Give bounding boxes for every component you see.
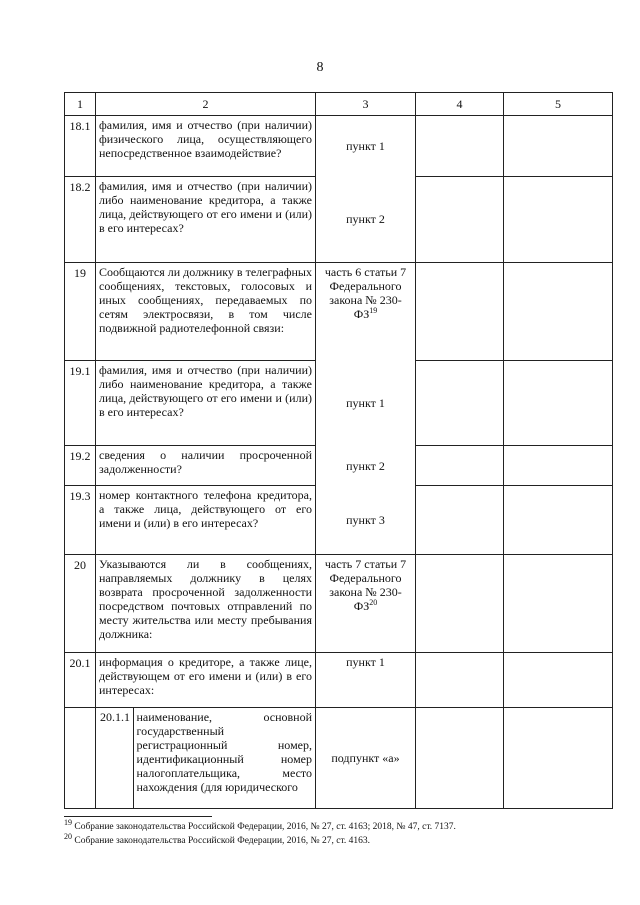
- answer-cell-4[interactable]: [416, 446, 504, 486]
- row-number: 20.1: [65, 653, 96, 708]
- answer-cell-4[interactable]: [416, 116, 504, 177]
- subitem-number: 20.1.1: [96, 708, 133, 808]
- row-question: Сообщаются ли должнику в телеграфных сообщениях, текстовых, голосовых и иных сообщениях, передаваемых по сетям электросвязи, в том числе подвижной радиотелефонной связи:: [96, 263, 316, 361]
- footnote-ref-19: 19: [369, 306, 378, 315]
- row-question: фамилия, имя и отчество (при наличии) либо наименование кредитора, а также лица, действующего от его имени и (или) в его интересах?: [96, 361, 316, 446]
- row-reference: подпункт «а»: [316, 708, 416, 809]
- table-row: [65, 116, 613, 177]
- table-row: [65, 446, 613, 486]
- table-row: [65, 708, 613, 809]
- row-number: 19.2: [65, 446, 96, 486]
- row-number: 19.3: [65, 486, 96, 555]
- footnote-19: [64, 817, 612, 834]
- row-reference: [316, 263, 416, 361]
- answer-cell-4[interactable]: [416, 555, 504, 653]
- row-question: номер контактного телефона кредитора, а также лица, действующего от его имени и (или) в его интересах?: [96, 486, 316, 555]
- header-col-3: 3: [316, 93, 416, 116]
- row-number: 19.1: [65, 361, 96, 446]
- header-col-5: 5: [504, 93, 613, 116]
- row-reference-text: часть 7 статьи 7 Федерального закона № 230-ФЗ: [324, 557, 407, 613]
- row-reference: пункт 2: [316, 177, 416, 263]
- row-question: фамилия, имя и отчество (при наличии) либо наименование кредитора, а также лица, действующего от его имени и (или) в его интересах?: [96, 177, 316, 263]
- row-question: фамилия, имя и отчество (при наличии) физического лица, осуществляющего непосредственное взаимодействие?: [96, 116, 316, 177]
- table-row: [65, 653, 613, 708]
- footnote-mark: 19: [64, 817, 72, 827]
- answer-cell-4[interactable]: [416, 361, 504, 446]
- footnote-ref-20: 20: [369, 598, 378, 607]
- footnote-text: Собрание законодательства Российской Федерации, 2016, № 27, ст. 4163.: [72, 836, 371, 846]
- row-reference: пункт 2: [316, 446, 416, 486]
- answer-cell-4[interactable]: [416, 177, 504, 263]
- row-reference: пункт 1: [316, 116, 416, 177]
- table-row: [65, 555, 613, 653]
- checklist-table: [64, 92, 613, 809]
- answer-cell-5[interactable]: [504, 708, 613, 809]
- footnote-separator: [64, 816, 212, 817]
- header-col-2: 2: [96, 93, 316, 116]
- answer-cell-4[interactable]: [416, 263, 504, 361]
- table-row: [65, 177, 613, 263]
- table-header-row: [65, 93, 613, 116]
- row-question: сведения о наличии просроченной задолженности?: [96, 446, 316, 486]
- table-row: [65, 361, 613, 446]
- table-row: [65, 486, 613, 555]
- page-number: 8: [316, 60, 324, 75]
- answer-cell-5[interactable]: [504, 361, 613, 446]
- row-question: Указываются ли в сообщениях, направляемых должнику в целях возврата просроченной задолженности посредством почтовых отправлений по месту жительства или месту пребывания должника:: [96, 555, 316, 653]
- answer-cell-5[interactable]: [504, 653, 613, 708]
- row-reference: пункт 1: [316, 361, 416, 446]
- answer-cell-4[interactable]: [416, 653, 504, 708]
- row-number: 20: [65, 555, 96, 653]
- footnote-mark: 20: [64, 831, 72, 841]
- row-reference: пункт 1: [316, 653, 416, 708]
- answer-cell-5[interactable]: [504, 263, 613, 361]
- empty-number-cell: [65, 708, 96, 809]
- row-number: 18.2: [65, 177, 96, 263]
- subitem-cell: [96, 708, 316, 809]
- subitem-question: наименование, основной государственный регистрационный номер, идентификационный номер налогоплательщика, место нахождения (для юридического: [136, 710, 312, 794]
- row-reference-text: часть 6 статьи 7 Федерального закона № 230-ФЗ: [324, 265, 407, 321]
- answer-cell-5[interactable]: [504, 177, 613, 263]
- row-question: информация о кредиторе, а также лице, действующем от его имени и (или) в его интересах:: [96, 653, 316, 708]
- row-reference: [316, 555, 416, 653]
- subitem-table: [96, 708, 315, 808]
- answer-cell-5[interactable]: [504, 486, 613, 555]
- answer-cell-5[interactable]: [504, 555, 613, 653]
- footnote-20: [64, 831, 612, 848]
- answer-cell-4[interactable]: [416, 708, 504, 809]
- footnotes: [64, 817, 612, 848]
- answer-cell-4[interactable]: [416, 486, 504, 555]
- answer-cell-5[interactable]: [504, 116, 613, 177]
- header-col-1: 1: [65, 93, 96, 116]
- row-number: 19: [65, 263, 96, 361]
- row-reference: пункт 3: [316, 486, 416, 555]
- row-number: 18.1: [65, 116, 96, 177]
- table-row: [65, 263, 613, 361]
- answer-cell-5[interactable]: [504, 446, 613, 486]
- header-col-4: 4: [416, 93, 504, 116]
- footnote-text: Собрание законодательства Российской Федерации, 2016, № 27, ст. 4163; 2018, № 47, ст. 7137.: [72, 822, 456, 832]
